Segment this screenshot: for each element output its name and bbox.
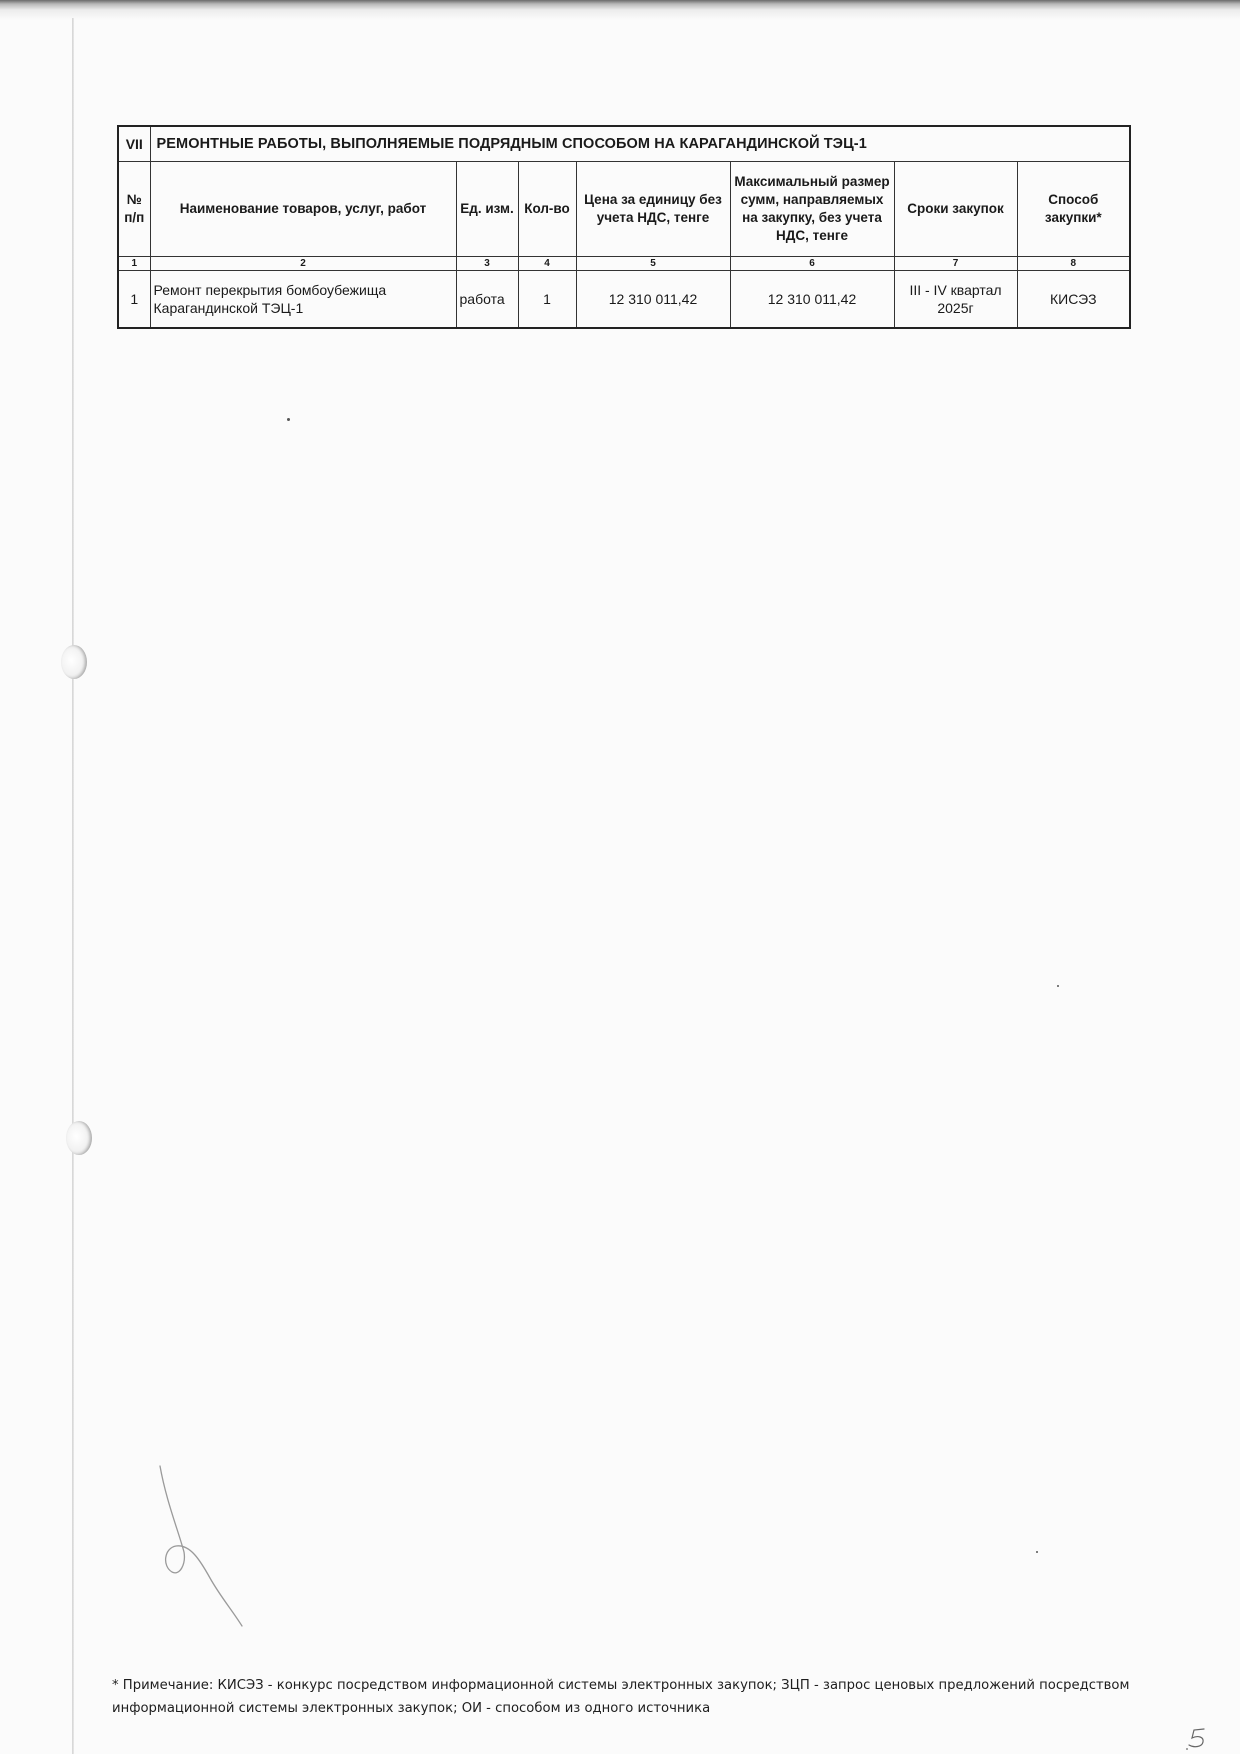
- punch-hole: [66, 1121, 92, 1155]
- column-index: 4: [518, 257, 576, 271]
- section-title: РЕМОНТНЫЕ РАБОТЫ, ВЫПОЛНЯЕМЫЕ ПОДРЯДНЫМ СПОСОБОМ НА КАРАГАНДИНСКОЙ ТЭЦ-1: [150, 126, 1130, 162]
- header-quantity: Кол-во: [518, 162, 576, 257]
- handwritten-page-number: [1184, 1726, 1214, 1752]
- section-header-row: [118, 126, 1130, 162]
- row-name: Ремонт перекрытия бомбоубежища Карагандинской ТЭЦ-1: [150, 271, 456, 329]
- header-period: Сроки закупок: [894, 162, 1017, 257]
- row-method: КИСЭЗ: [1017, 271, 1130, 329]
- scan-speck: [287, 418, 290, 421]
- row-max-amount: 12 310 011,42: [730, 271, 894, 329]
- column-index: 5: [576, 257, 730, 271]
- column-index-row: [118, 257, 1130, 271]
- header-max-amount: Максимальный размер сумм, направляемых на закупку, без учета НДС, тенге: [730, 162, 894, 257]
- scan-top-edge: [0, 0, 1240, 20]
- column-index: 1: [118, 257, 150, 271]
- header-name: Наименование товаров, услуг, работ: [150, 162, 456, 257]
- column-index: 3: [456, 257, 518, 271]
- table-row: [118, 271, 1130, 329]
- section-number: VII: [118, 126, 150, 162]
- column-index: 7: [894, 257, 1017, 271]
- column-index: 2: [150, 257, 456, 271]
- procurement-table: [117, 125, 1131, 329]
- column-index: 8: [1017, 257, 1130, 271]
- header-number: № п/п: [118, 162, 150, 257]
- row-unit: работа: [456, 271, 518, 329]
- binding-margin-line: [72, 18, 74, 1754]
- header-method: Способ закупки*: [1017, 162, 1130, 257]
- scan-speck: [1057, 985, 1059, 987]
- footnote: * Примечание: КИСЭЗ - конкурс посредством информационной системы электронных закупок; ЗЦП - запрос ценовых предложений посредством информационной системы электронных закупок; ОИ - способом из одного источника: [112, 1678, 1130, 1716]
- row-quantity: 1: [518, 271, 576, 329]
- column-header-row: [118, 162, 1130, 257]
- row-unit-price: 12 310 011,42: [576, 271, 730, 329]
- row-period: III - IV квартал 2025г: [894, 271, 1017, 329]
- column-index: 6: [730, 257, 894, 271]
- header-unit: Ед. изм.: [456, 162, 518, 257]
- handwritten-signature: [150, 1460, 250, 1630]
- punch-hole: [61, 645, 87, 679]
- scan-speck: [1036, 1551, 1038, 1553]
- row-number: 1: [118, 271, 150, 329]
- header-unit-price: Цена за единицу без учета НДС, тенге: [576, 162, 730, 257]
